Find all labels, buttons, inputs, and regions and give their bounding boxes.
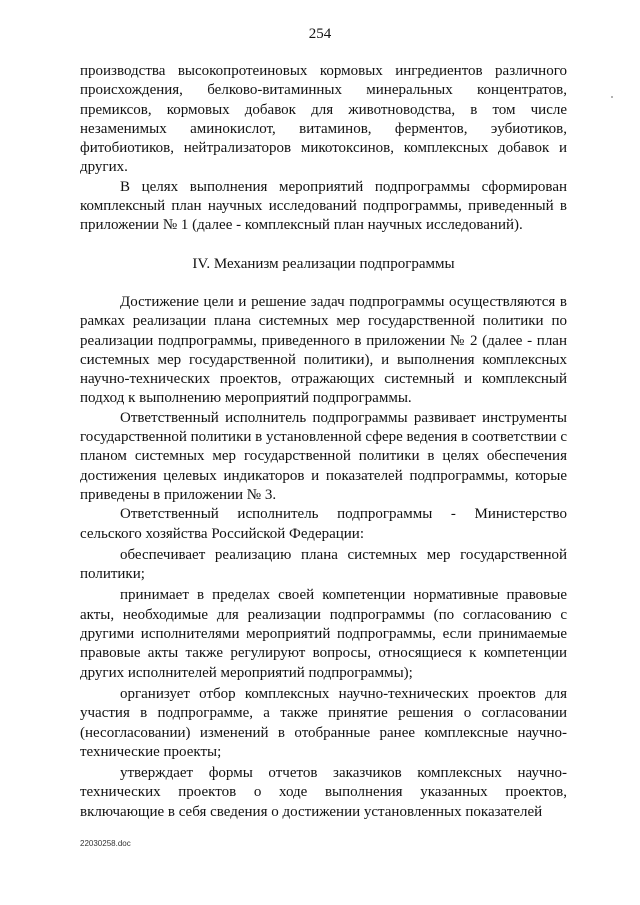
page-number: 254 — [308, 26, 332, 42]
document-file-id: 22030258.doc — [80, 839, 131, 848]
paragraph-goal-achievement: Достижение цели и решение задач подпрограммы осуществляются в рамках реализации плана системных мер государственной политики по реализации подпрограммы, приведенного в приложении № 2 (далее - план системных мер государственной политики), и выполнения комплексных научно-технических проектов, отражающих системный и комплексный подход к выполнению мероприятий подпрограммы. — [80, 293, 567, 407]
section-heading: IV. Механизм реализации подпрограммы — [192, 255, 455, 272]
list-item-adopts: принимает в пределах своей компетенции нормативные правовые акты, необходимые для реализации подпрограммы (по согласованию с другими исполнителями мероприятий подпрограммы, если принимаемые правовые акты также регулируют вопросы, относящиеся к компетенции других исполнителей мероприятий подпрограммы); — [80, 587, 567, 681]
paragraph-research-plan: В целях выполнения мероприятий подпрограммы сформирован комплексный план научных исследований подпрограммы, приведенный в приложении № 1 (далее - комплексный план научных исследований). — [80, 178, 567, 234]
list-item-organizes: организует отбор комплексных научно-технических проектов для участия в подпрограмме, а также принятие решения о согласовании (несогласовании) изменений в отобранные ранее комплексные научно-технические проекты; — [80, 685, 567, 760]
list-item-approves: утверждает формы отчетов заказчиков комплексных научно-технических проектов о ходе выполнения указанных проектов, включающие в себя сведения о достижении установленных показателей — [80, 765, 567, 820]
scan-artifact-dot — [611, 96, 613, 98]
document-body — [80, 62, 567, 822]
list-item-ensures: обеспечивает реализацию плана системных мер государственной политики; — [80, 546, 567, 583]
paragraph-policy-instruments: Ответственный исполнитель подпрограммы развивает инструменты государственной политики в установленной сфере ведения в соответствии с планом системных мер государственной политики в целях обеспечения достижения целевых индикаторов и показателей подпрограммы, которые приведены в приложении № 3. — [80, 409, 567, 503]
paragraph-responsible-executor: Ответственный исполнитель подпрограммы - Министерство сельского хозяйства Российской Федерации: — [80, 506, 567, 542]
paragraph-continuation: производства высокопротеиновых кормовых ингредиентов различного происхождения, белково-витаминных минеральных концентратов, премиксов, кормовых добавок для животноводства, в том числе незаменимых аминокислот, витаминов, ферментов, эубиотиков, фитобиотиков, нейтрализаторов микотоксинов, комплексных добавок и других. — [80, 63, 567, 176]
